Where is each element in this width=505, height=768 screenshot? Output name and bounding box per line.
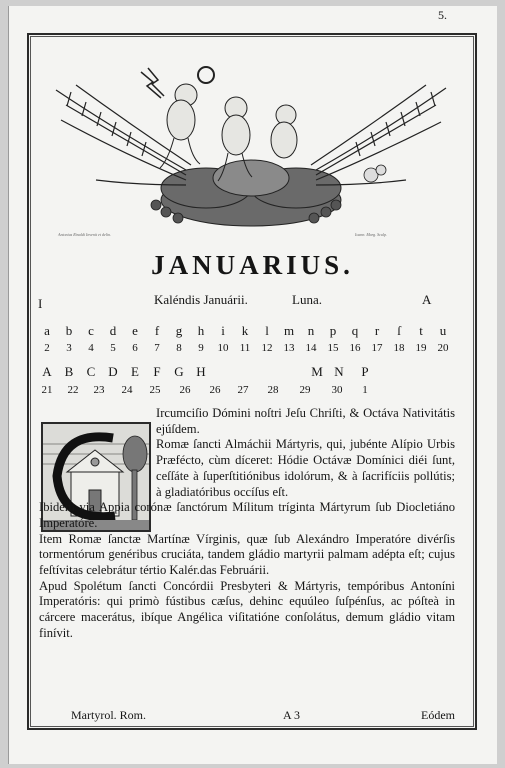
letter-cell: n (307, 323, 315, 338)
number-cell: 4 (88, 342, 94, 354)
number-cell: 14 (305, 342, 317, 354)
paragraph-martina: Item Romæ ſanctæ Martínæ Vírginis, quæ ſub Alexándro Imperatóre divérſis tormentórum genéribus cruciáta, tandem gládio martyrii palmam adépta eſt; cujus feſtívitas celebrátur tértio Kalér.das Februárii. (39, 531, 455, 578)
letter-cell: ſ (397, 323, 401, 338)
letter-cell: i (221, 323, 225, 338)
letter-cell: t (419, 323, 423, 338)
letter-cell: D (108, 364, 118, 379)
calendar-header (30, 292, 470, 310)
paragraph-via-appia: Ibidem via Appia corónæ ſanctórum Mílitum tríginta Mártyrum ſub Diocletiáno Imperatóre. (39, 500, 455, 530)
letter-cell: p (329, 323, 337, 338)
letter-cell: g (175, 323, 183, 338)
number-cell: 8 (176, 342, 182, 354)
number-row-2 (38, 384, 468, 402)
thunderbolt (141, 68, 164, 98)
footer-title: Martyrol. Rom. (71, 708, 146, 722)
number-cell: 2 (44, 342, 50, 354)
number-cell: 18 (393, 342, 405, 354)
number-cell: 11 (239, 342, 251, 354)
number-cell: 30 (331, 384, 343, 396)
letter-cell: q (351, 323, 359, 338)
number-cell: 23 (93, 384, 105, 396)
page-number: 5. (438, 8, 447, 22)
number-cell: 12 (261, 342, 273, 354)
letter-cell: G (174, 364, 184, 379)
number-cell: 15 (327, 342, 339, 354)
letter-cell: b (65, 323, 73, 338)
number-cell: 9 (198, 342, 204, 354)
letter-cell: A (42, 364, 52, 379)
paragraph-almachius: Romæ ſancti Almáchii Mártyris, qui, jubénte Alípio Urbis Præfécto, cùm díceret: Hódie Octávæ Domínici diéi ſunt, ceſſáte à ſuperſtitiónibus idolórum, & à ſacrifíciis pollútis; à gladiatóribus occíſus eſt. (156, 437, 455, 499)
palm-fronds-left (56, 85, 191, 185)
number-cell: 26 (209, 384, 221, 396)
number-cell: 24 (121, 384, 133, 396)
kalends-label: Kaléndis Januárii. (154, 292, 248, 307)
number-cell: 13 (283, 342, 295, 354)
number-cell: 10 (217, 342, 229, 354)
paragraph-circumcision: Ircumciſio Dómini noſtri Jeſu Chriſti, & Octáva Nativitátis ejúſdem. (156, 406, 455, 436)
number-cell: 28 (267, 384, 279, 396)
engraver-credit-right: Ioann. Marg. Sculp. (355, 232, 387, 237)
letter-cell: C (86, 364, 96, 379)
number-row-1 (38, 342, 468, 360)
letter-cell: m (283, 323, 295, 338)
letter-cell: u (439, 323, 447, 338)
catchword: Eódem (421, 708, 455, 722)
letter-cell: B (64, 364, 74, 379)
letter-cell: a (44, 323, 50, 338)
letter-cell: H (196, 364, 206, 379)
number-cell: 1 (362, 384, 368, 396)
number-cell: 5 (110, 342, 116, 354)
engraver-credit-left: Antonius Rinaldi Invenit et delin. (58, 232, 111, 237)
number-cell: 20 (437, 342, 449, 354)
number-cell: 16 (349, 342, 361, 354)
paragraph-concordius: Apud Spolétum ſancti Concórdii Presbyteri & Mártyris, tempóribus Antoníni Imperatóris: qui primò fústibus cæſus, dehinc equúleo ſuſpénſus, ac póſteà in cárcere macerátus, ibíque Angélica viſitatióne conſolátus, demum gládio vitam finívit. (39, 578, 455, 640)
letter-row-1 (38, 323, 468, 341)
letter-cell: f (154, 323, 160, 338)
number-cell: 21 (41, 384, 53, 396)
letter-cell: e (132, 323, 138, 338)
letter-cell: M (311, 364, 323, 379)
putti-engraving (36, 60, 466, 240)
number-cell: 27 (237, 384, 249, 396)
calendar-right-mark: A (422, 292, 432, 307)
letter-cell: d (109, 323, 117, 338)
letter-cell: l (265, 323, 269, 338)
number-cell: 3 (66, 342, 72, 354)
letter-cell: P (361, 364, 369, 379)
calendar-left-mark: I (38, 296, 43, 311)
letter-row-2 (38, 364, 468, 382)
letter-cell: r (374, 323, 380, 338)
number-cell: 19 (415, 342, 427, 354)
letter-cell: k (241, 323, 249, 338)
number-cell: 25 (149, 384, 161, 396)
luna-label: Luna. (292, 292, 322, 307)
martyrology-text (39, 406, 455, 642)
letter-cell: F (153, 364, 161, 379)
signature-mark: A 3 (283, 708, 301, 722)
letter-cell: E (131, 364, 139, 379)
number-cell: 29 (299, 384, 311, 396)
letter-cell: N (334, 364, 344, 379)
letter-cell: c (88, 323, 94, 338)
month-title: JANUARIUS. (151, 250, 354, 280)
letter-cell: h (197, 323, 205, 338)
number-cell: 17 (371, 342, 383, 354)
number-cell: 7 (154, 342, 160, 354)
number-cell: 22 (67, 384, 79, 396)
number-cell: 26 (179, 384, 191, 396)
number-cell: 6 (132, 342, 138, 354)
